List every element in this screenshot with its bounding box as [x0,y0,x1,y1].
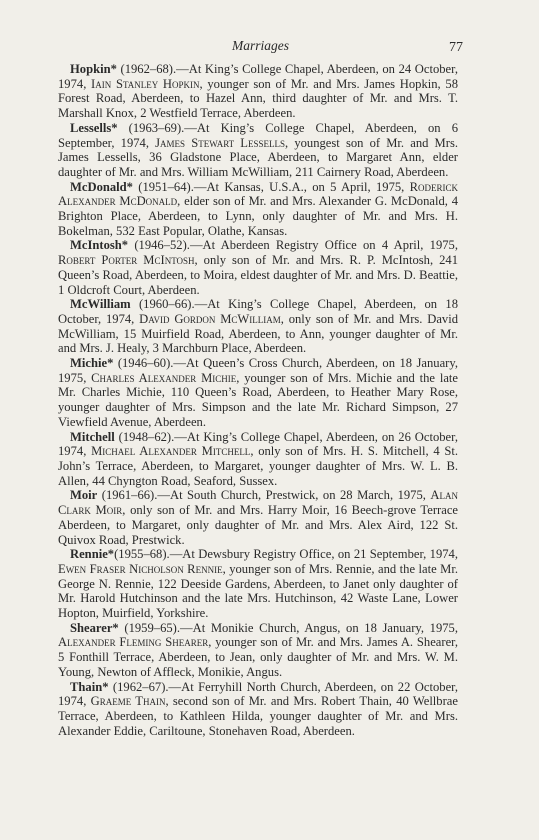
marriage-entry [58,297,458,356]
entry-details-rest: , only son of Mr. and Mrs. Harry Moir, 16 Beech-grove Terrace Aberdeen, to Margaret, only daughter of Mr. and Mrs. Alex Aird, 122 St. Quivox Road, Prestwick. [58,503,458,547]
marriage-entry [58,62,458,121]
entry-details-rest: , elder son of Mr. and Mrs. Alexander G. McDonald, 4 Brighton Place, Aberdeen, to Lynn, only daughter of Mr. and Mrs. H. Bokelman, 532 East Popular, Olathe, Kansas. [58,194,458,238]
entry-groom-name: Robert Porter McIntosh [58,253,195,268]
entry-details-rest: , younger son of Mrs. Rennie, and the late Mr. George N. Rennie, 122 Deeside Gardens, Aberdeen, to Janet only daughter of Mr. Harold Hutchinson and the late Mrs. Hutchinson, 42 Waste Lane, Lower Hopton, Muirfield, Yorkshire. [58,561,458,621]
page-number: 77 [449,40,463,55]
entry-details-rest: , only son of Mr. and Mrs. David McWilliam, 15 Muirfield Road, Aberdeen, to Ann, younger daughter of Mr. and Mrs. J. Healy, 3 Marchburn Place, Aberdeen. [58,311,459,356]
entry-surname: Hopkin* [70,62,117,76]
entry-details-rest: , younger son of Mrs. Michie and the late Mr. Charles Michie, 110 Queen’s Road, Aberdeen, to Heather Mary Rose, younger daughter of Mrs. Simpson and the late Mr. Richard Simpson, 27 Viewfield Avenue, Aberdeen. [58,370,458,429]
marriage-entry [58,680,458,739]
entry-groom-name: Iain Stanley Hopkin [91,76,200,91]
entry-surname: McIntosh* [70,238,129,253]
entry-details-rest: , younger son of Mr. and Mrs. James Hopkin, 58 Forest Road, Aberdeen, to Hazel Ann, third daughter of Mr. and Mrs. T. Marshall Knox, 2 Westfield Terrace, Aberdeen. [58,76,459,121]
entry-details: (1962–68).—At King’s College Chapel, Aberdeen, on 24 October, 1974, [58,62,458,91]
entry-surname: Shearer* [70,620,119,635]
marriage-entries [58,62,458,738]
entry-groom-name: Alexander Fleming Shearer [58,635,209,650]
entry-details: (1960–66).—At King’s College Chapel, Aberdeen, on 18 October, 1974, [58,297,458,326]
entry-details: (1946–60).—At Queen’s Cross Church, Aberdeen, on 18 January, 1975, [58,356,458,385]
marriage-entry [58,180,458,239]
entry-groom-name: James Stewart Lessells [155,135,286,150]
entry-details-rest: , younger son of Mr. and Mrs. James A. Shearer, 5 Fonthill Terrace, Aberdeen, to Jean, only daughter of Mr. and Mrs. W. M. Young, Newton of Affleck, Monikie, Angus. [58,635,458,679]
entry-groom-name: David Gordon McWilliam [139,311,281,326]
page-header [58,38,463,58]
entry-surname: Moir [70,488,98,503]
entry-groom-name: Charles Alexander Michie [91,370,237,385]
entry-surname: Rennie* [70,547,115,562]
entry-groom-name: Ewen Fraser Nicholson Rennie [58,561,223,576]
entry-details: (1955–68).—At Dewsbury Registry Office, on 21 September, 1974, [114,547,458,562]
running-title: Marriages [232,38,289,53]
entry-surname: McWilliam [70,297,131,312]
entry-details: (1946–52).—At Aberdeen Registry Office on 4 April, 1975, [128,238,458,253]
entry-surname: Michie* [70,356,114,371]
entry-details-rest: , only son of Mr. and Mrs. R. P. McIntosh, 241 Queen’s Road, Aberdeen, to Moira, eldest daughter of Mr. and Mrs. D. Beattie, 1 Oldcroft Court, Aberdeen. [58,253,458,297]
entry-details: (1962–67).—At Ferryhill North Church, Aberdeen, on 22 October, 1974, [58,679,458,709]
marriage-entry [58,356,458,430]
marriage-entry [58,547,458,621]
marriage-entry [58,488,458,547]
entry-surname: Mitchell [70,429,115,444]
marriage-entry [58,121,458,180]
entry-details-rest: , second son of Mr. and Mrs. Robert Thain, 40 Wellbrae Terrace, Aberdeen, to Kathleen Hilda, younger daughter of Mr. and Mrs. Alexander Eddie, Cariltoune, Stonehaven Road, Aberdeen. [58,694,458,738]
entry-details: (1961–66).—At South Church, Prestwick, on 28 March, 1975, [97,488,431,503]
entry-surname: Lessells* [70,120,118,135]
entry-details: (1963–69).—At King’s College Chapel, Aberdeen, on 6 September, 1974, [58,120,458,150]
entry-groom-name: Graeme Thain [90,694,166,709]
entry-groom-name: Michael Alexander Mitchell [91,444,251,459]
entry-details: (1951–64).—At Kansas, U.S.A., on 5 April, 1975, [132,179,410,194]
marriage-entry [58,238,458,297]
entry-groom-name: Roderick Alexander McDonald [58,179,458,209]
entry-surname: Thain* [70,679,109,694]
entry-details: (1959–65).—At Monikie Church, Angus, on 18 January, 1975, [118,620,458,635]
entry-details-rest: , youngest son of Mr. and Mrs. James Lessells, 36 Gladstone Place, Aberdeen, to Margaret Ann, elder daughter of Mr. and Mrs. William McWilliam, 211 Cairnery Road, Aberdeen. [58,135,459,179]
entry-details: (1948–62).—At King’s College Chapel, Aberdeen, on 26 October, 1974, [58,429,458,459]
entry-surname: McDonald* [70,179,133,194]
marriage-entry [58,430,458,489]
entry-groom-name: Alan Clark Moir [58,488,458,518]
marriage-entry [58,621,458,680]
entry-details-rest: , only son of Mrs. H. S. Mitchell, 4 St. John’s Terrace, Aberdeen, to Margaret, younger daughter of Mrs. W. L. B. Allen, 44 Chyngton Road, Seaford, Sussex. [58,444,459,488]
